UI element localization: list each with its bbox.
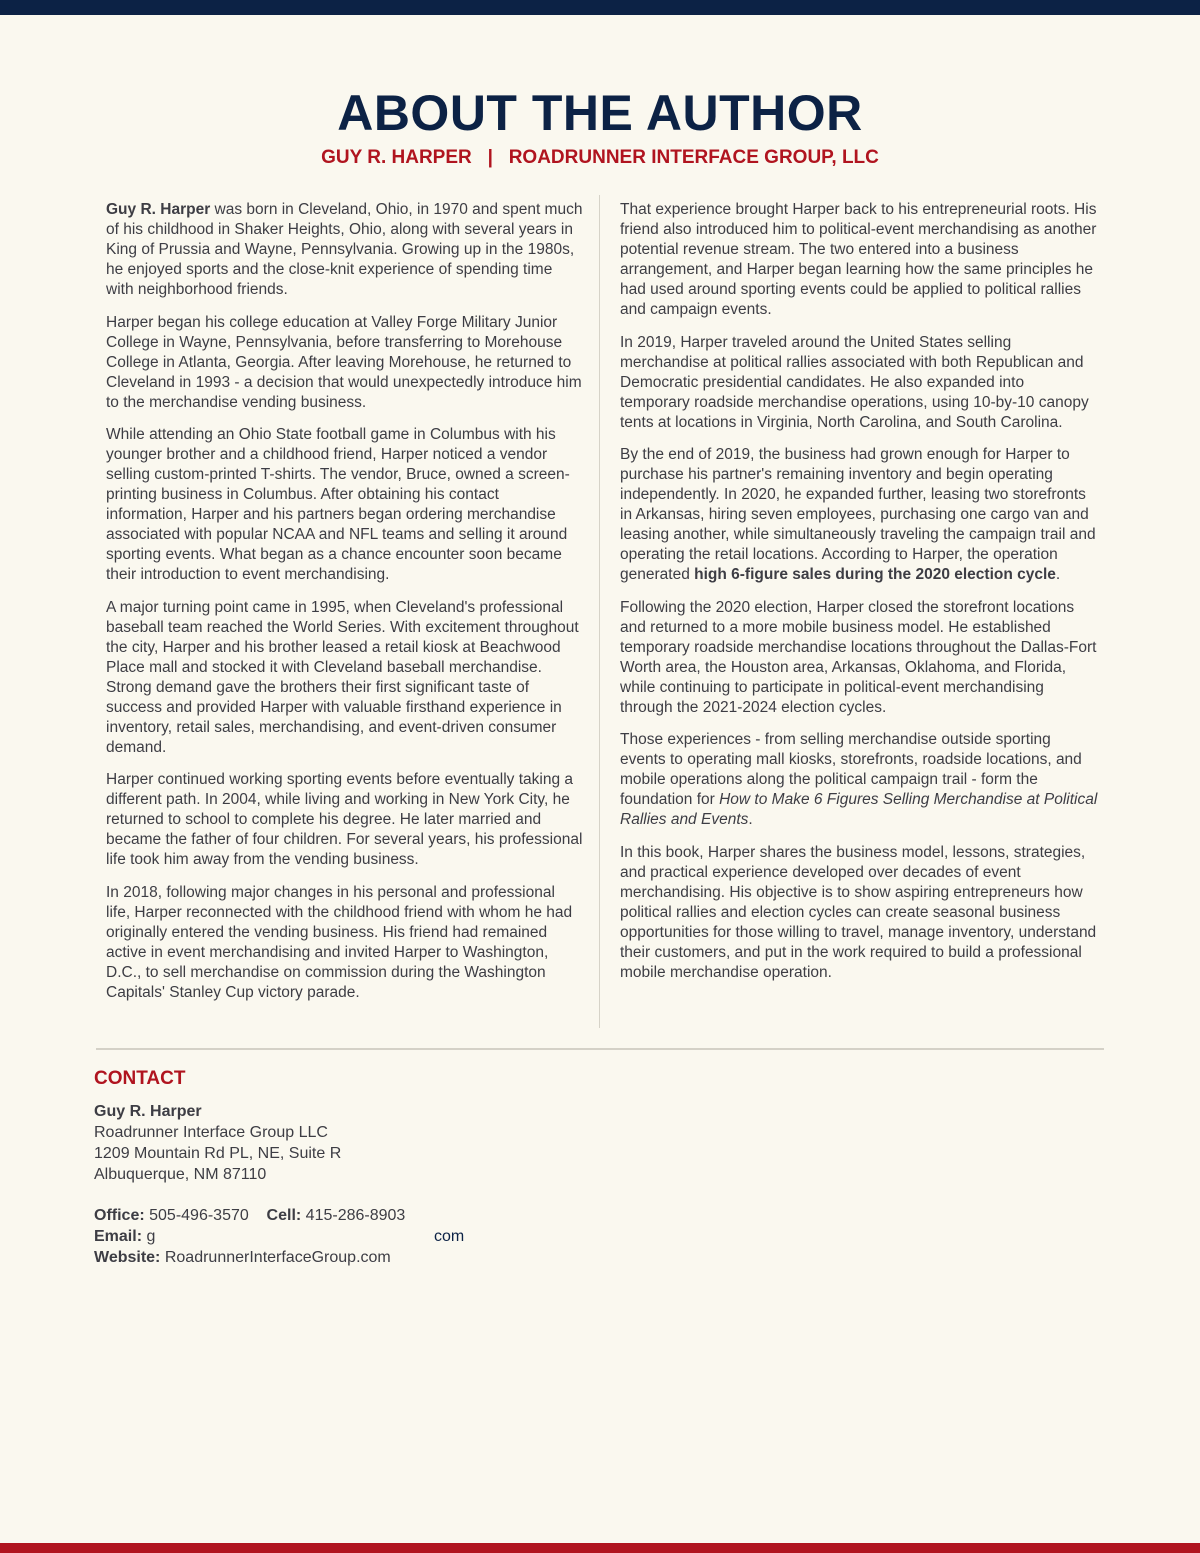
- paragraph: A major turning point came in 1995, when Cleveland's professional baseball team reached the World Series. With excitement throughout the city, Harper and his brother leased a retail kiosk at Beachwood Place mall and stocked it with Cleveland baseball merchandise. Strong demand gave the brothers their first significant taste of success and provided Harper with valuable firsthand experience in inventory, retail sales, merchandising, and event-driven consumer demand.: [106, 598, 579, 756]
- paragraph: Following the 2020 election, Harper closed the storefront locations and returned to a more mobile business model. He established temporary roadside merchandise locations throughout the Dallas-Fort Worth area, the Houston area, Arkansas, Oklahoma, and Florida, while continuing to participate in political-event merchandising through the 2021-2024 election cycles.: [620, 598, 1097, 716]
- column-divider: [599, 195, 600, 1028]
- page-title: ABOUT THE AUTHOR: [337, 85, 863, 141]
- contact-heading: CONTACT: [94, 1068, 186, 1089]
- right-column: [620, 200, 1098, 995]
- page-subtitle: GUY R. HARPER | ROADRUNNER INTERFACE GROUP, LLC: [321, 147, 879, 168]
- top-accent-bar: [0, 0, 1200, 15]
- author-name-bold: Guy R. Harper: [106, 201, 211, 218]
- paragraph: Guy R. Harper was born in Cleveland, Ohio, in 1970 and spent much of his childhood in Shaker Heights, Ohio, along with several years in King of Prussia and Wayne, Pennsylvania. Growing up in the 1980s, he enjoyed sports and the close-knit experience of spending time with neighborhood friends.: [106, 201, 583, 298]
- paragraph: While attending an Ohio State football game in Columbus with his younger brother and a childhood friend, Harper noticed a vendor selling custom-printed T-shirts. The vendor, Bruce, owned a screen-printing business in Columbus. After obtaining his contact information, Harper and his partners began ordering merchandise associated with popular NCAA and NFL teams and selling it around sporting events. What began as a chance encounter soon became their introduction to event merchandising.: [106, 426, 570, 583]
- book-title: How to Make 6 Figures Selling Merchandise at Political Rallies and Events: [620, 791, 1098, 828]
- cell-phone[interactable]: 415-286-8903: [305, 1207, 406, 1224]
- contact-email: [94, 1226, 465, 1247]
- left-column: [106, 200, 583, 1015]
- paragraph: In this book, Harper shares the business model, lessons, strategies, and practical experience developed over decades of event merchandising. His objective is to show aspiring entrepreneurs how political rallies and election cycles can create seasonal business opportunities for those willing to travel, manage inventory, understand their customers, and put in the work required to build a professional mobile merchandise operation.: [620, 843, 1097, 981]
- contact-company: Roadrunner Interface Group LLC: [94, 1124, 328, 1141]
- contact-website: [94, 1247, 405, 1268]
- paragraph: That experience brought Harper back to his entrepreneurial roots. His friend also introduced him to political-event merchandising as another potential revenue stream. The two entered into a business arrangement, and Harper began learning how the same principles he had used around sporting events could be applied to political rallies and campaign events.: [620, 201, 1097, 318]
- website-link[interactable]: RoadrunnerInterfaceGroup.com: [164, 1249, 391, 1266]
- paragraph: Harper began his college education at Valley Forge Military Junior College in Wayne, Pennsylvania, before transferring to Morehouse College in Atlanta, Georgia. After leaving Morehouse, he returned to Cleveland in 1993 - a decision that would unexpectedly introduce him to the merchandise vending business.: [106, 313, 582, 411]
- section-divider: [96, 1048, 1104, 1050]
- cell-label: Cell:: [266, 1207, 302, 1224]
- email-start[interactable]: g: [146, 1228, 156, 1245]
- office-phone[interactable]: 505-496-3570: [149, 1207, 249, 1224]
- email-label: Email:: [94, 1228, 143, 1245]
- email-end[interactable]: com: [434, 1228, 465, 1245]
- contact-name: Guy R. Harper: [94, 1103, 202, 1120]
- website-label: Website:: [94, 1249, 161, 1266]
- contact-block: [94, 1101, 465, 1268]
- paragraph: Harper continued working sporting events before eventually taking a different path. In 2004, while living and working in New York City, he returned to school to complete his degree. He later married and became the father of four children. For several years, his professional life took him away from the vending business.: [106, 771, 583, 868]
- bottom-accent-bar: [0, 1543, 1200, 1553]
- paragraph: By the end of 2019, the business had grown enough for Harper to purchase his partner's remaining inventory and begin operating independently. In 2020, he expanded further, leasing two storefronts in Arkansas, hiring seven employees, purchasing one cargo van and leasing another, while simultaneously traveling the campaign trail and operating the retail locations. According to Harper, the operation generated high 6-figure sales during the 2020 election cycle.: [620, 446, 1096, 583]
- office-label: Office:: [94, 1207, 145, 1224]
- paragraph: Those experiences - from selling merchandise outside sporting events to operating mall kiosks, storefronts, roadside locations, and mobile operations along the political campaign trail - form the foundation for How to Make 6 Figures Selling Merchandise at Political Rallies and Events.: [620, 731, 1098, 828]
- contact-phones: [94, 1205, 405, 1226]
- sales-highlight: high 6-figure sales during the 2020 election cycle: [694, 566, 1056, 583]
- contact-address-line-2: Albuquerque, NM 87110: [94, 1166, 267, 1183]
- paragraph: In 2019, Harper traveled around the United States selling merchandise at political rallies associated with both Republican and Democratic presidential candidates. He also expanded into temporary roadside merchandise operations, using 10-by-10 canopy tents at locations in Virginia, North Carolina, and South Carolina.: [620, 333, 1089, 431]
- paragraph: In 2018, following major changes in his personal and professional life, Harper reconnected with the childhood friend with whom he had originally entered the vending business. His friend had remained active in event merchandising and invited Harper to Washington, D.C., to sell merchandise on commission during the Washington Capitals' Stanley Cup victory parade.: [106, 883, 573, 1001]
- contact-address-line-1: 1209 Mountain Rd PL, NE, Suite R: [94, 1145, 342, 1162]
